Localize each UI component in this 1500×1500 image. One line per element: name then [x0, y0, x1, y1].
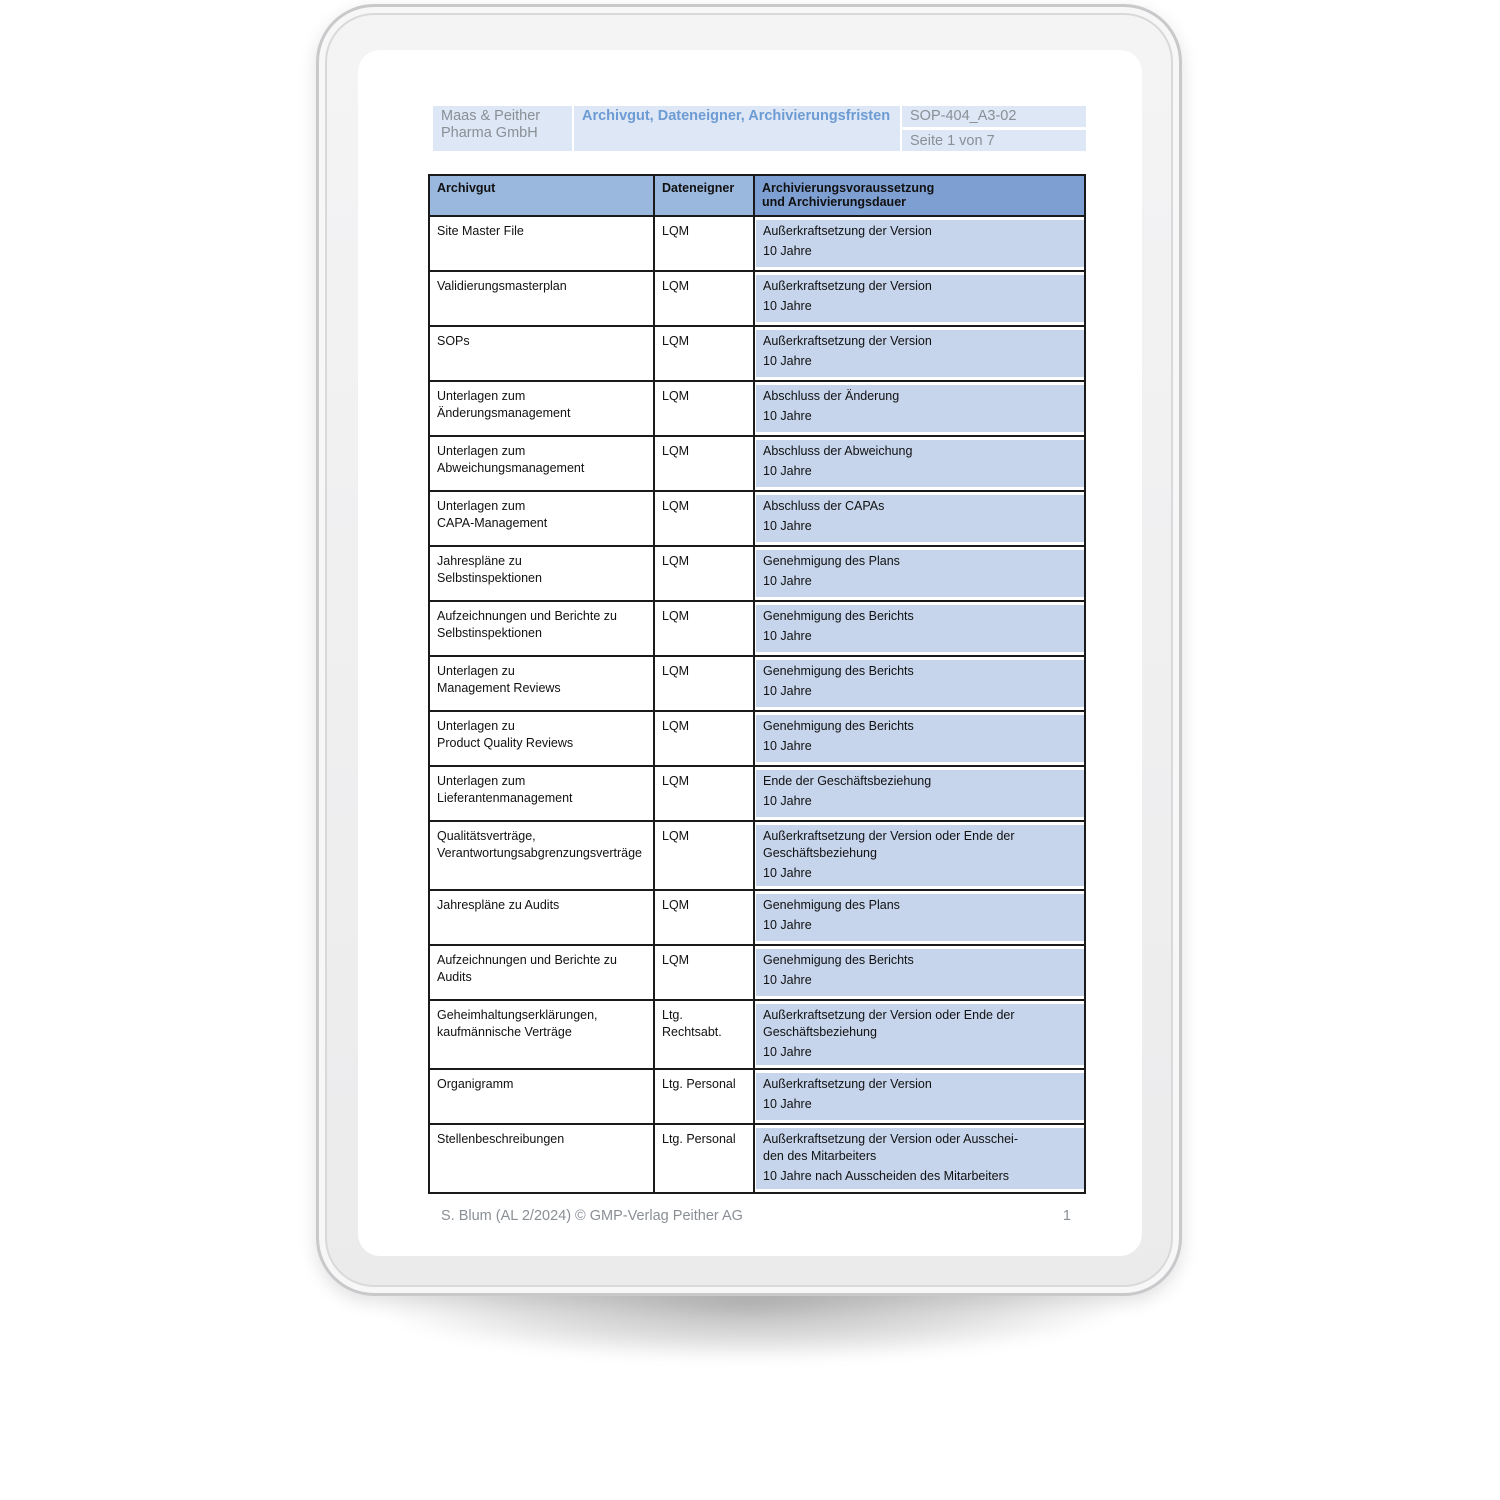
duration-text: 10 Jahre nach Ausscheiden des Mitarbeiters	[763, 1169, 1009, 1183]
cell-voraussetzung	[754, 326, 1085, 381]
archivgut-text: Abweichungsmanagement	[437, 461, 585, 475]
archivgut-text: CAPA-Management	[437, 516, 548, 530]
archivgut-text: Unterlagen zu	[437, 664, 515, 678]
cell-archivgut	[429, 890, 654, 945]
duration-text: 10 Jahre	[763, 918, 812, 932]
table-row	[429, 216, 1085, 271]
condition-text: Außerkraftsetzung der Version	[763, 279, 932, 293]
cell-dateneigner: LQM	[654, 381, 754, 436]
archivgut-text: Product Quality Reviews	[437, 736, 574, 750]
condition-text: Abschluss der Abweichung	[763, 444, 913, 458]
condition-box	[756, 330, 1084, 377]
cell-archivgut	[429, 326, 654, 381]
cell-archivgut	[429, 381, 654, 436]
archivgut-text: Unterlagen zum	[437, 499, 526, 513]
cell-archivgut	[429, 711, 654, 766]
condition-text: Geschäftsbeziehung	[763, 846, 877, 860]
table-row	[429, 601, 1085, 656]
document-title: Archivgut, Dateneigner, Archivierungsfristen	[574, 106, 900, 151]
archive-table	[428, 174, 1086, 1194]
cell-voraussetzung	[754, 821, 1085, 890]
duration-text: 10 Jahre	[763, 866, 812, 880]
cell-voraussetzung	[754, 1000, 1085, 1069]
duration-text: 10 Jahre	[763, 244, 812, 258]
table-row	[429, 326, 1085, 381]
archivgut-text: Stellenbeschreibungen	[437, 1132, 565, 1146]
archivgut-text: Unterlagen zum	[437, 444, 526, 458]
cell-dateneigner: LQM	[654, 436, 754, 491]
condition-text: Abschluss der CAPAs	[763, 499, 885, 513]
duration-text: 10 Jahre	[763, 409, 812, 423]
archivgut-text: Aufzeichnungen und Berichte zu	[437, 609, 617, 623]
condition-text: Genehmigung des Berichts	[763, 953, 914, 967]
cell-dateneigner: Ltg. Rechtsabt.	[654, 1000, 754, 1069]
cell-voraussetzung	[754, 491, 1085, 546]
cell-dateneigner: LQM	[654, 766, 754, 821]
condition-text: Abschluss der Änderung	[763, 389, 900, 403]
cell-dateneigner: LQM	[654, 821, 754, 890]
cell-voraussetzung	[754, 271, 1085, 326]
condition-box	[756, 550, 1084, 597]
condition-text: Genehmigung des Plans	[763, 898, 900, 912]
cell-voraussetzung	[754, 1124, 1085, 1193]
cell-dateneigner: LQM	[654, 216, 754, 271]
cell-voraussetzung	[754, 601, 1085, 656]
column-header-voraussetzung	[754, 175, 1085, 216]
duration-text: 10 Jahre	[763, 684, 812, 698]
table-row	[429, 546, 1085, 601]
cell-dateneigner: LQM	[654, 546, 754, 601]
archivgut-text: Unterlagen zu	[437, 719, 515, 733]
condition-text: Außerkraftsetzung der Version oder Ende der	[763, 829, 1015, 843]
cell-archivgut	[429, 436, 654, 491]
column-header-dateneigner: Dateneigner	[654, 175, 754, 216]
table-row	[429, 656, 1085, 711]
condition-text: Außerkraftsetzung der Version	[763, 224, 932, 238]
condition-box	[756, 1128, 1084, 1189]
condition-text: Genehmigung des Plans	[763, 554, 900, 568]
cell-archivgut	[429, 766, 654, 821]
archivgut-text: Organigramm	[437, 1077, 514, 1091]
archivgut-text: Verantwortungsabgrenzungsverträge	[437, 846, 642, 860]
archivgut-text: SOPs	[437, 334, 470, 348]
condition-box	[756, 605, 1084, 652]
table-row	[429, 945, 1085, 1000]
column-header-voraussetzung-line1: Archivierungsvoraussetzung	[762, 181, 935, 195]
condition-text: Außerkraftsetzung der Version	[763, 1077, 932, 1091]
condition-text: den des Mitarbeiters	[763, 1149, 877, 1163]
condition-box	[756, 385, 1084, 432]
archivgut-text: Änderungsmanagement	[437, 406, 571, 420]
cell-dateneigner: Ltg. Personal	[654, 1124, 754, 1193]
condition-text: Genehmigung des Berichts	[763, 664, 914, 678]
cell-dateneigner: LQM	[654, 890, 754, 945]
condition-box	[756, 825, 1084, 886]
duration-text: 10 Jahre	[763, 299, 812, 313]
archivgut-text: Geheimhaltungserklärungen,	[437, 1008, 598, 1022]
cell-archivgut	[429, 601, 654, 656]
company-name: Maas & Peither Pharma GmbH	[433, 106, 572, 151]
duration-text: 10 Jahre	[763, 464, 812, 478]
condition-box	[756, 949, 1084, 996]
duration-text: 10 Jahre	[763, 629, 812, 643]
cell-archivgut	[429, 491, 654, 546]
cell-voraussetzung	[754, 711, 1085, 766]
table-row	[429, 1000, 1085, 1069]
footer-page-number: 1	[1062, 1208, 1071, 1224]
page-indicator: Seite 1 von 7	[902, 130, 1086, 151]
condition-text: Genehmigung des Berichts	[763, 719, 914, 733]
document-id: SOP-404_A3-02	[902, 106, 1086, 127]
cell-dateneigner: LQM	[654, 326, 754, 381]
cell-archivgut	[429, 546, 654, 601]
cell-archivgut	[429, 945, 654, 1000]
condition-box	[756, 440, 1084, 487]
cell-voraussetzung	[754, 945, 1085, 1000]
cell-voraussetzung	[754, 381, 1085, 436]
cell-dateneigner: LQM	[654, 945, 754, 1000]
archivgut-text: Unterlagen zum	[437, 774, 526, 788]
table-row	[429, 271, 1085, 326]
table-row	[429, 436, 1085, 491]
cell-dateneigner: LQM	[654, 711, 754, 766]
archivgut-text: Audits	[437, 970, 472, 984]
condition-text: Genehmigung des Berichts	[763, 609, 914, 623]
table-row	[429, 381, 1085, 436]
column-header-voraussetzung-line2: und Archivierungsdauer	[762, 195, 907, 209]
table-row	[429, 1124, 1085, 1193]
archivgut-text: Selbstinspektionen	[437, 626, 542, 640]
condition-text: Geschäftsbeziehung	[763, 1025, 877, 1039]
table-row	[429, 1069, 1085, 1124]
cell-dateneigner: LQM	[654, 491, 754, 546]
condition-box	[756, 715, 1084, 762]
archivgut-text: Unterlagen zum	[437, 389, 526, 403]
duration-text: 10 Jahre	[763, 354, 812, 368]
cell-voraussetzung	[754, 766, 1085, 821]
condition-box	[756, 660, 1084, 707]
cell-dateneigner: LQM	[654, 601, 754, 656]
cell-archivgut	[429, 1069, 654, 1124]
table-row	[429, 890, 1085, 945]
cell-archivgut	[429, 271, 654, 326]
archivgut-text: Lieferantenmanagement	[437, 791, 573, 805]
archivgut-text: Management Reviews	[437, 681, 561, 695]
duration-text: 10 Jahre	[763, 973, 812, 987]
condition-box	[756, 1073, 1084, 1120]
archivgut-text: Validierungsmasterplan	[437, 279, 567, 293]
condition-box	[756, 275, 1084, 322]
duration-text: 10 Jahre	[763, 1045, 812, 1059]
condition-text: Ende der Geschäftsbeziehung	[763, 774, 932, 788]
cell-voraussetzung	[754, 546, 1085, 601]
archivgut-text: kaufmännische Verträge	[437, 1025, 572, 1039]
duration-text: 10 Jahre	[763, 794, 812, 808]
cell-archivgut	[429, 1000, 654, 1069]
archivgut-text: Aufzeichnungen und Berichte zu	[437, 953, 617, 967]
table-row	[429, 491, 1085, 546]
cell-archivgut	[429, 656, 654, 711]
table-row	[429, 821, 1085, 890]
condition-text: Außerkraftsetzung der Version oder Ende der	[763, 1008, 1015, 1022]
footer-credit: S. Blum (AL 2/2024) © GMP-Verlag Peither AG	[441, 1208, 743, 1224]
condition-box	[756, 220, 1084, 267]
cell-voraussetzung	[754, 890, 1085, 945]
column-header-archivgut: Archivgut	[429, 175, 654, 216]
archivgut-text: Jahrespläne zu	[437, 554, 522, 568]
cell-archivgut	[429, 821, 654, 890]
cell-voraussetzung	[754, 656, 1085, 711]
table-header-row	[429, 175, 1085, 216]
cell-dateneigner: Ltg. Personal	[654, 1069, 754, 1124]
condition-box	[756, 495, 1084, 542]
archivgut-text: Jahrespläne zu Audits	[437, 898, 560, 912]
condition-box	[756, 894, 1084, 941]
condition-box	[756, 770, 1084, 817]
page-footer	[441, 1208, 1071, 1224]
cell-voraussetzung	[754, 1069, 1085, 1124]
cell-voraussetzung	[754, 216, 1085, 271]
cell-archivgut	[429, 216, 654, 271]
document-header	[433, 106, 1086, 151]
condition-box	[756, 1004, 1084, 1065]
condition-text: Außerkraftsetzung der Version	[763, 334, 932, 348]
table-row	[429, 766, 1085, 821]
condition-text: Außerkraftsetzung der Version oder Ausschei-	[763, 1132, 1018, 1146]
cell-archivgut	[429, 1124, 654, 1193]
archivgut-text: Selbstinspektionen	[437, 571, 542, 585]
archivgut-text: Site Master File	[437, 224, 524, 238]
duration-text: 10 Jahre	[763, 519, 812, 533]
document-page	[358, 50, 1142, 1256]
archivgut-text: Qualitätsverträge,	[437, 829, 536, 843]
duration-text: 10 Jahre	[763, 739, 812, 753]
duration-text: 10 Jahre	[763, 574, 812, 588]
table-row	[429, 711, 1085, 766]
duration-text: 10 Jahre	[763, 1097, 812, 1111]
cell-dateneigner: LQM	[654, 271, 754, 326]
cell-voraussetzung	[754, 436, 1085, 491]
cell-dateneigner: LQM	[654, 656, 754, 711]
